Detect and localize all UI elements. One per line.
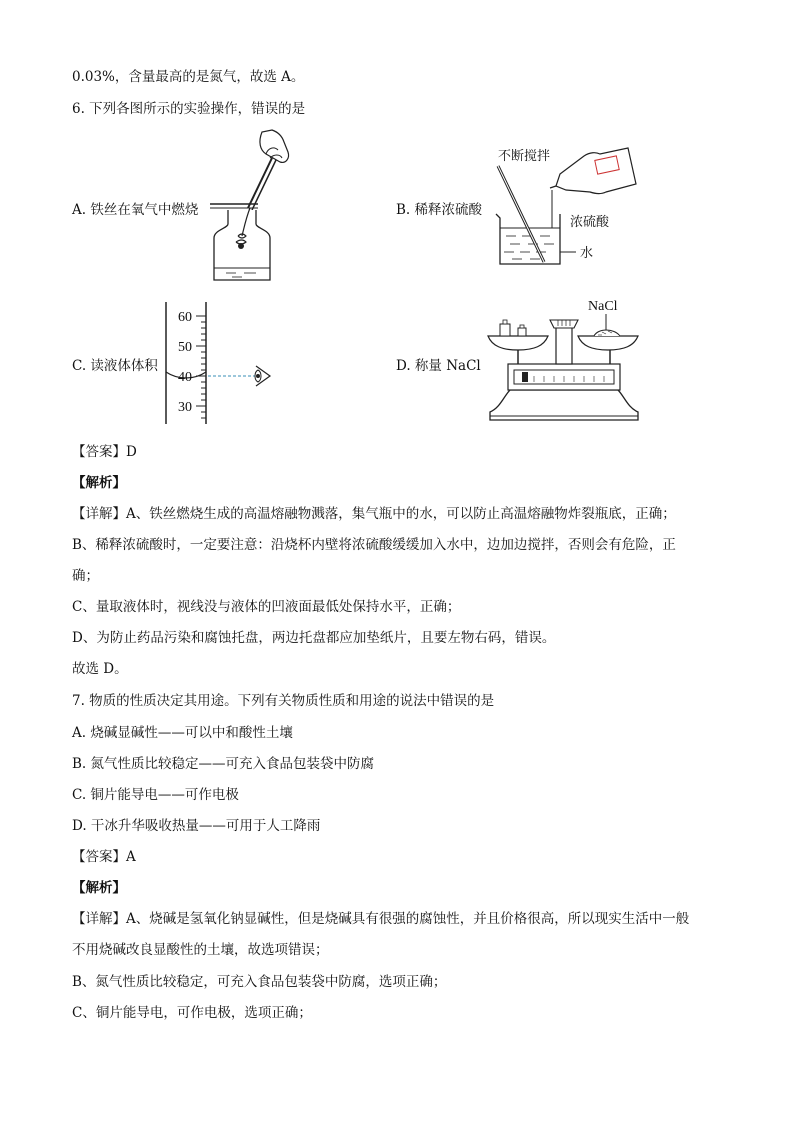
tick-60: 60 (178, 310, 192, 325)
question-6: 6. 下列各图所示的实验操作，错误的是 (72, 101, 306, 117)
detail-7-a: 【详解】A、烧碱是氢氧化钠显碱性，但是烧碱具有很强的腐蚀性，并且价格很高，所以现实生活中一般 (72, 911, 690, 927)
answer-7: 【答案】A (72, 849, 136, 865)
label-nacl: NaCl (588, 299, 618, 314)
option-7a: A. 烧碱显碱性——可以中和酸性土壤 (72, 725, 293, 741)
tick-40: 40 (178, 370, 192, 385)
analysis-heading-6: 【解析】 (72, 475, 126, 491)
analysis-heading-7: 【解析】 (72, 880, 126, 896)
option-7d: D. 干冰升华吸收热量——可用于人工降雨 (72, 818, 321, 834)
option-7b: B. 氮气性质比较稳定——可充入食品包装袋中防腐 (72, 756, 375, 772)
figure-read-volume (160, 300, 280, 426)
detail-7-a-cont: 不用烧碱改良显酸性的土壤，故选项错误； (72, 942, 329, 958)
option-6a: A. 铁丝在氧气中燃烧 (72, 202, 199, 218)
detail-6-b-cont: 确； (72, 568, 99, 584)
tick-50: 50 (178, 340, 192, 355)
option-6d: D. 称量 NaCl (396, 358, 481, 374)
detail-6-a: 【详解】A、铁丝燃烧生成的高温熔融物溅落，集气瓶中的水，可以防止高温熔融物炸裂瓶底，正确； (72, 506, 676, 522)
answer-6: 【答案】D (72, 444, 137, 460)
figure-weigh-nacl (478, 292, 650, 432)
option-7c: C. 铜片能导电——可作电极 (72, 787, 239, 803)
detail-6-conclusion: 故选 D。 (72, 661, 128, 677)
label-conc-acid: 浓硫酸 (570, 214, 610, 229)
detail-7-b: B、氮气性质比较稳定，可充入食品包装袋中防腐，选项正确； (72, 974, 447, 990)
figure-dilute-sulfuric-acid (490, 140, 640, 280)
option-6b: B. 稀释浓硫酸 (396, 202, 483, 218)
label-stir: 不断搅拌 (498, 148, 551, 163)
tick-30: 30 (178, 400, 192, 415)
figure-iron-wire-burning (200, 128, 310, 288)
detail-6-c: C、量取液体时，视线没与液体的凹液面最低处保持水平，正确； (72, 599, 461, 615)
question-7: 7. 物质的性质决定其用途。下列有关物质性质和用途的说法中错误的是 (72, 693, 495, 709)
label-water: 水 (580, 245, 594, 260)
detail-7-c: C、铜片能导电，可作电极，选项正确； (72, 1005, 312, 1021)
text-line: 0.03%，含量最高的是氮气，故选 A。 (72, 69, 305, 85)
option-6c: C. 读液体体积 (72, 358, 158, 374)
detail-6-d: D、为防止药品污染和腐蚀托盘，两边托盘都应加垫纸片，且要左物右码，错误。 (72, 630, 556, 646)
detail-6-b: B、稀释浓硫酸时，一定要注意：沿烧杯内壁将浓硫酸缓缓加入水中，边加边搅拌，否则会有危险，正 (72, 537, 676, 553)
